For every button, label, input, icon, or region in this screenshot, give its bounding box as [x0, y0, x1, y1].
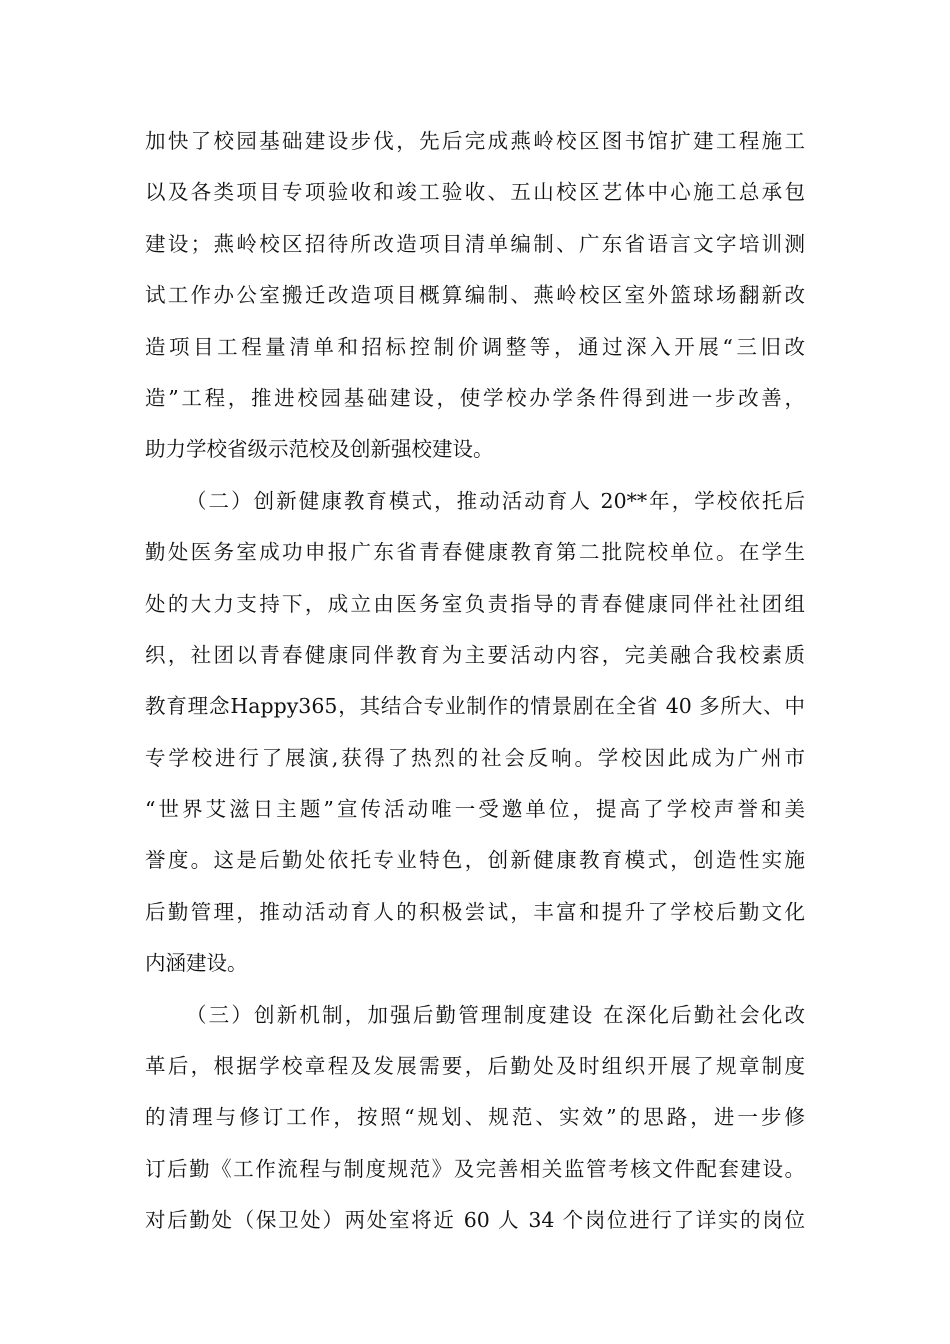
text-line: 的清理与修订工作，按照“规划、规范、实效”的思路，进一步修: [145, 1105, 805, 1130]
text-line: 誉度。这是后勤处依托专业特色，创新健康教育模式，创造性实施: [145, 848, 805, 873]
paragraph-infrastructure: [145, 116, 805, 476]
document-body: [145, 116, 805, 1247]
text-line: （二）创新健康教育模式，推动活动育人 20**年，学校依托后: [186, 488, 805, 513]
text-line: 织，社团以青春健康同伴教育为主要活动内容，完美融合我校素质: [145, 642, 805, 667]
text-line: 以及各类项目专项验收和竣工验收、五山校区艺体中心施工总承包: [145, 180, 805, 205]
text-line: 订后勤《工作流程与制度规范》及完善相关监管考核文件配套建设。: [145, 1156, 805, 1181]
text-line: 建设；燕岭校区招待所改造项目清单编制、广东省语言文字培训测: [145, 231, 805, 256]
text-line: 试工作办公室搬迁改造项目概算编制、燕岭校区室外篮球场翻新改: [145, 283, 805, 308]
text-line: 造项目工程量清单和招标控制价调整等，通过深入开展“三旧改: [145, 334, 805, 359]
text-line: 内涵建设。: [145, 951, 248, 976]
text-line: 加快了校园基础建设步伐，先后完成燕岭校区图书馆扩建工程施工: [145, 129, 805, 153]
text-line: 勤处医务室成功申报广东省青春健康教育第二批院校单位。在学生: [145, 540, 805, 565]
text-line: 造”工程，推进校园基础建设，使学校办学条件得到进一步改善，: [145, 385, 805, 410]
text-line: 专学校进行了展演,获得了热烈的社会反响。学校因此成为广州市: [145, 745, 805, 770]
text-line: “世界艾滋日主题”宣传活动唯一受邀单位，提高了学校声誉和美: [145, 797, 805, 822]
text-line: 助力学校省级示范校及创新强校建设。: [145, 437, 494, 462]
text-line: （三）创新机制，加强后勤管理制度建设 在深化后勤社会化改: [186, 1002, 805, 1027]
paragraph-health-education: [145, 476, 805, 990]
text-line: 教育理念Happy365，其结合专业制作的情景剧在全省 40 多所大、中: [145, 694, 805, 719]
text-line: 革后，根据学校章程及发展需要，后勤处及时组织开展了规章制度: [145, 1054, 805, 1079]
text-line: 对后勤处（保卫处）两处室将近 60 人 34 个岗位进行了详实的岗位: [145, 1208, 805, 1233]
paragraph-management-system: [145, 990, 805, 1247]
text-line: 后勤管理，推动活动育人的积极尝试，丰富和提升了学校后勤文化: [145, 899, 805, 924]
text-line: 处的大力支持下，成立由医务室负责指导的青春健康同伴社社团组: [145, 591, 805, 616]
